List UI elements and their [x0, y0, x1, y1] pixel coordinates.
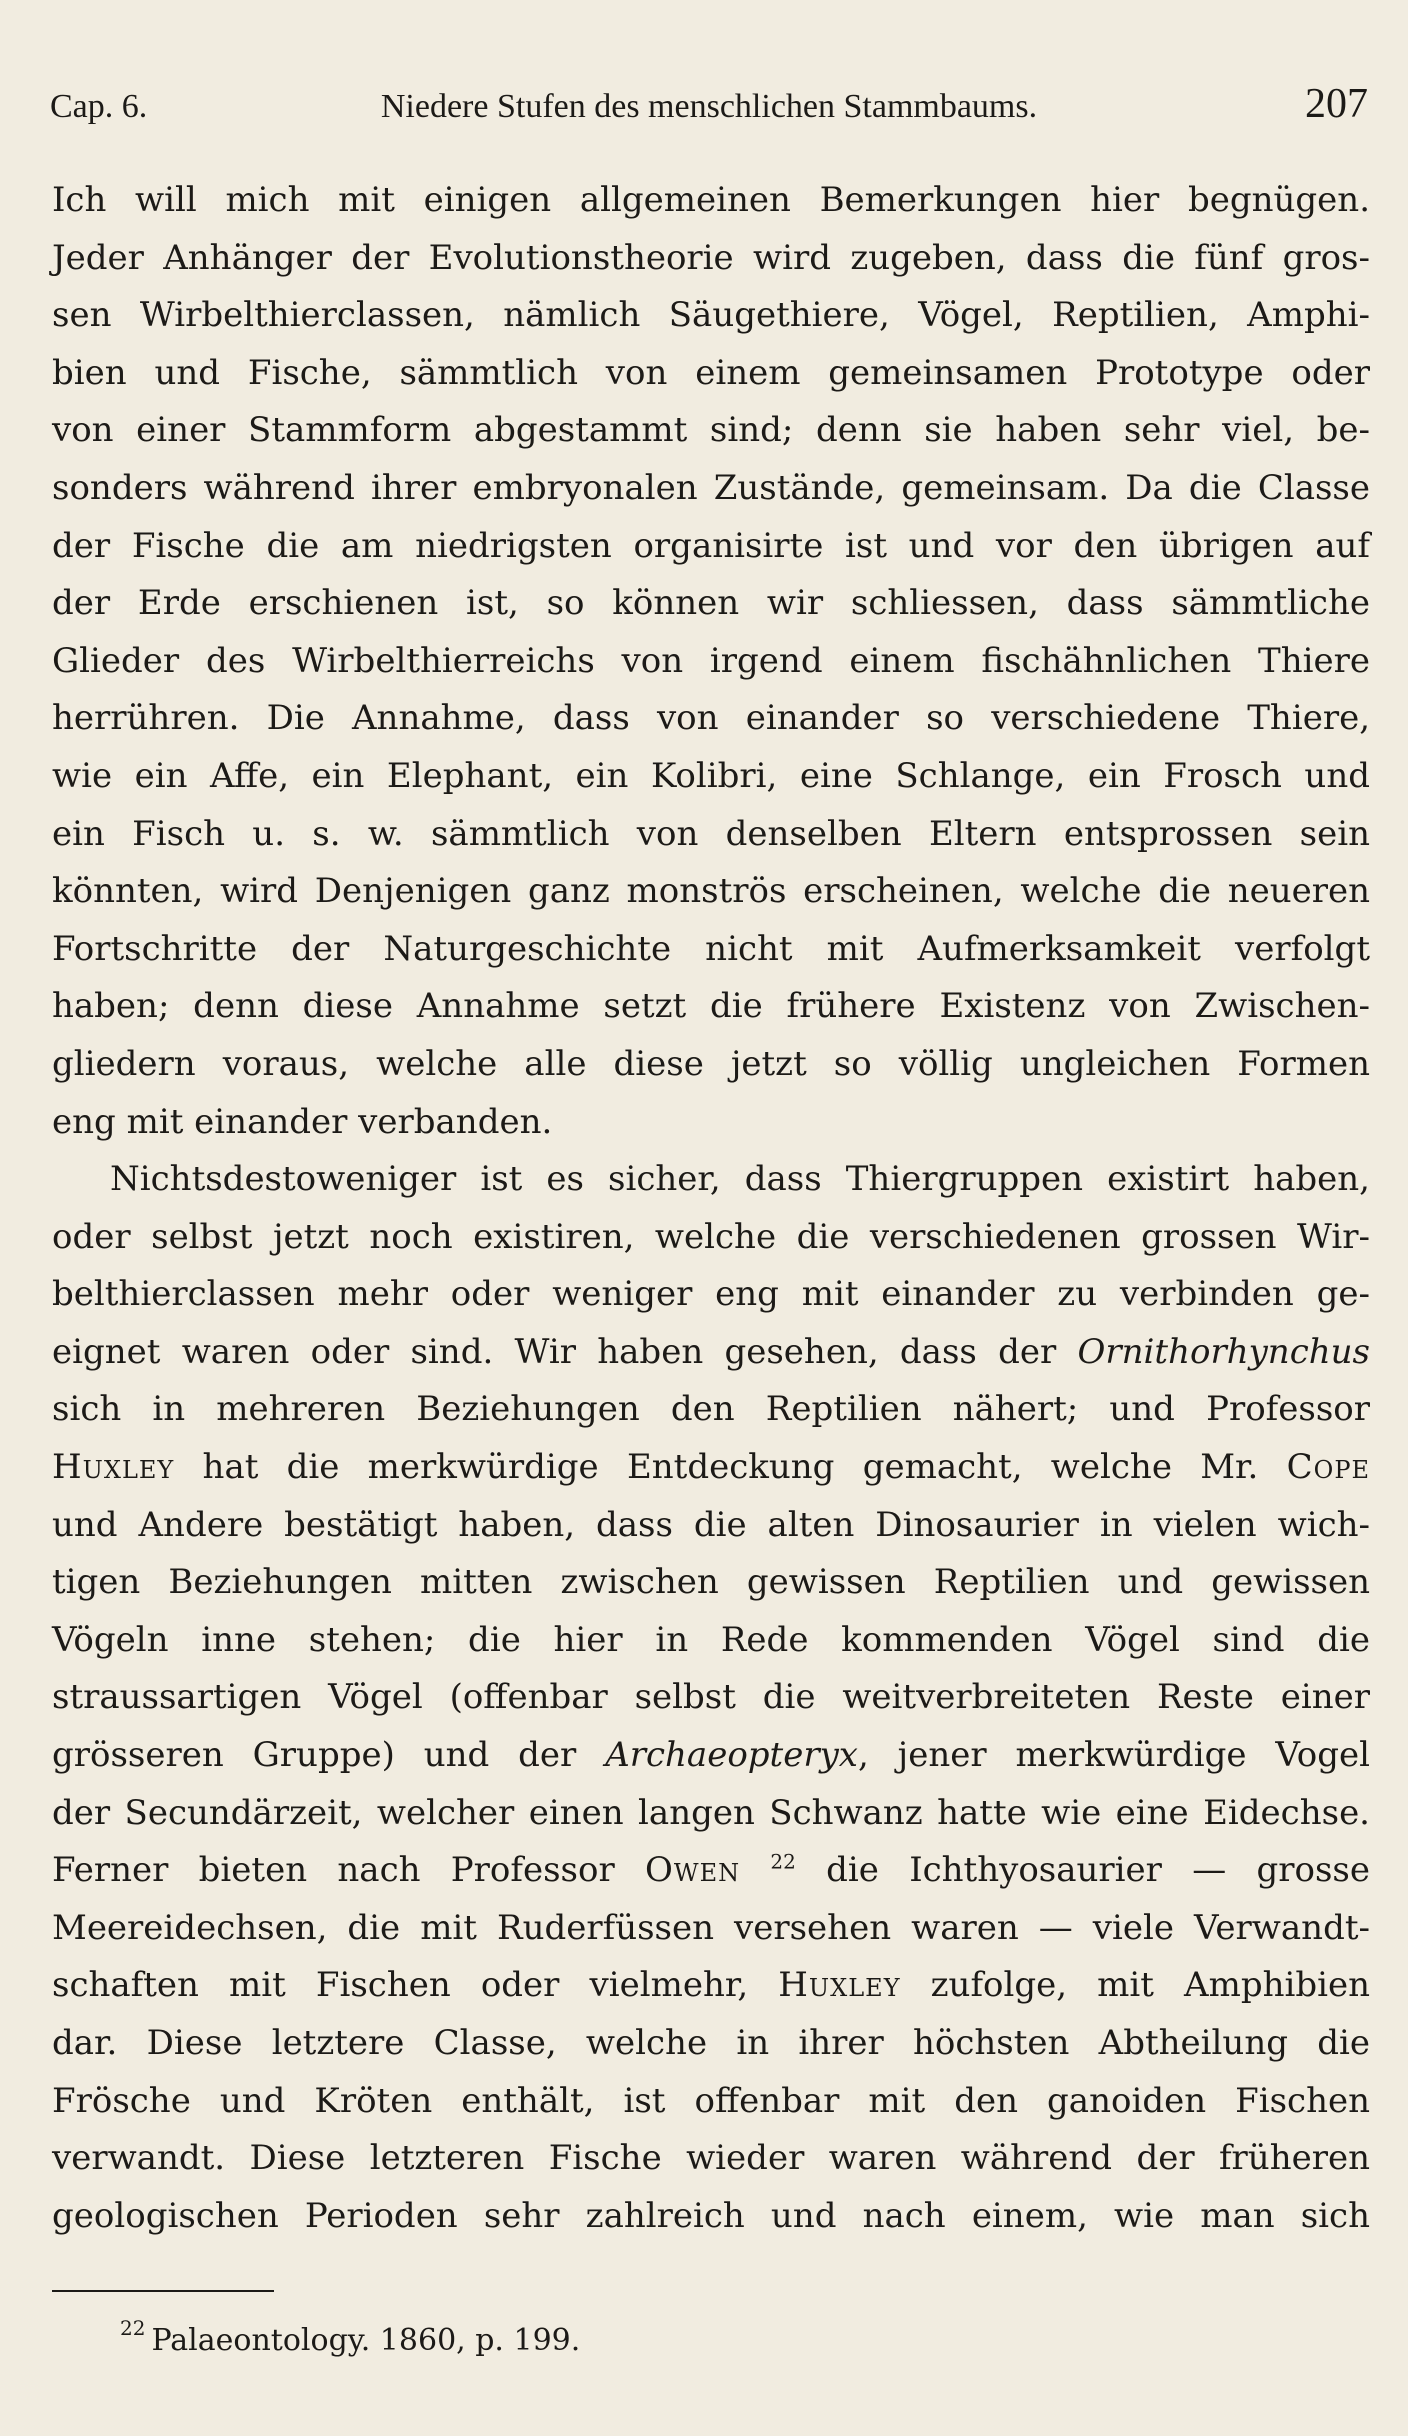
text-line: belthierclassen mehr oder weniger eng mit einander zu verbinden ge- — [52, 1274, 1370, 1315]
text-line: dar. Diese letztere Classe, welche in ihrer höchsten Abtheilung die — [52, 2023, 1370, 2063]
footnote-divider — [52, 2290, 274, 2292]
text-span: , jener merkwürdige Vogel — [857, 1735, 1370, 1776]
author-huxley: Huxley — [52, 1447, 175, 1488]
author-cope: Cope — [1286, 1447, 1370, 1488]
text-line: sonders während ihrer embryonalen Zustände, gemeinsam. Da die Classe — [52, 467, 1370, 508]
running-title: Niedere Stufen des menschlichen Stammbaums. — [380, 88, 1038, 125]
text-line: gliedern voraus, welche alle diese jetzt so völlig ungleichen Formen — [52, 1043, 1370, 1084]
body-text — [52, 172, 1370, 2245]
text-line: straussartigen Vögel (offenbar selbst die weitverbreiteten Reste einer — [52, 1677, 1370, 1718]
text-line: verwandt. Diese letzteren Fische wieder waren während der früheren — [52, 2138, 1370, 2179]
text-line: tigen Beziehungen mitten zwischen gewissen Reptilien und gewissen — [52, 1562, 1370, 1603]
text-line: von einer Stammform abgestammt sind; denn sie haben sehr viel, be- — [52, 410, 1370, 451]
text-line: oder selbst jetzt noch existiren, welche die verschiedenen grossen Wir- — [52, 1216, 1370, 1257]
text-span: schaften mit Fischen oder vielmehr, — [52, 1965, 749, 2006]
text-line: bien und Fische, sämmtlich von einem gemeinsamen Prototype oder — [52, 352, 1370, 393]
page-header — [50, 80, 1368, 132]
text-line: der Secundärzeit, welcher einen langen Schwanz hatte wie eine Eidechse. — [52, 1792, 1370, 1833]
text-line: Ich will mich mit einigen allgemeinen Bemerkungen hier begnügen. — [52, 180, 1370, 220]
text-line: der Erde erschienen ist, so können wir schliessen, dass sämmtliche — [52, 583, 1370, 624]
text-span: die Ichthyosaurier — grosse — [826, 1850, 1371, 1891]
text-span: eignet waren oder sind. Wir haben gesehen, dass der — [52, 1331, 1057, 1372]
author-owen: Owen — [645, 1850, 741, 1891]
text-line: Vögeln inne stehen; die hier in Rede kommenden Vögel sind die — [52, 1619, 1370, 1660]
text-line: sen Wirbelthierclassen, nämlich Säugethiere, Vögel, Reptilien, Amphi- — [52, 295, 1370, 336]
text-line — [52, 1957, 1370, 2015]
text-line: Meereidechsen, die mit Ruderfüssen versehen waren — viele Verwandt- — [52, 1907, 1370, 1948]
text-line: Fortschritte der Naturgeschichte nicht mit Aufmerksamkeit verfolgt — [52, 928, 1370, 969]
chapter-label: Cap. 6. — [50, 88, 148, 125]
text-line: und Andere bestätigt haben, dass die alten Dinosaurier in vielen wich- — [52, 1504, 1370, 1545]
footnote — [120, 2316, 581, 2358]
text-line — [52, 1842, 1370, 1900]
footnote-reference: 22 — [770, 1849, 796, 1874]
footnote-text: Palaeontology. 1860, p. 199. — [151, 2323, 581, 2358]
author-huxley: Huxley — [778, 1965, 901, 2006]
text-line — [52, 1324, 1370, 1382]
text-line: haben; denn diese Annahme setzt die frühere Existenz von Zwischen- — [52, 986, 1370, 1027]
text-line: sich in mehreren Beziehungen den Reptilien nähert; und Professor — [52, 1389, 1370, 1430]
taxon-archaeopteryx: Archaeopteryx — [605, 1735, 858, 1776]
text-span: grösseren Gruppe) und der — [52, 1735, 577, 1776]
taxon-ornithorhynchus: Ornithorhynchus — [1077, 1331, 1370, 1372]
text-span: zufolge, mit Amphibien — [930, 1965, 1371, 2006]
text-line: Frösche und Kröten enthält, ist offenbar mit den ganoiden Fischen — [52, 2080, 1370, 2121]
text-line: Jeder Anhänger der Evolutionstheorie wird zugeben, dass die fünf gros- — [52, 237, 1370, 278]
text-line — [52, 1727, 1370, 1785]
footnote-marker: 22 — [120, 2316, 146, 2340]
text-line: wie ein Affe, ein Elephant, ein Kolibri, eine Schlange, ein Frosch und — [52, 755, 1370, 796]
text-line: Glieder des Wirbelthierreichs von irgend einem fischähnlichen Thiere — [52, 640, 1370, 681]
text-span: Ferner bieten nach Professor — [52, 1850, 615, 1891]
text-line: eng mit einander verbanden. — [52, 1101, 553, 1142]
text-line: geologischen Perioden sehr zahlreich und nach einem, wie man sich — [52, 2195, 1370, 2236]
text-line: herrühren. Die Annahme, dass von einander so verschiedene Thiere, — [52, 698, 1370, 739]
page-number: 207 — [1305, 81, 1368, 127]
text-line: ein Fisch u. s. w. sämmtlich von denselben Eltern entsprossen sein — [52, 813, 1370, 854]
text-line: der Fische die am niedrigsten organisirte ist und vor den übrigen auf — [52, 525, 1370, 566]
text-line: könnten, wird Denjenigen ganz monströs erscheinen, welche die neueren — [52, 871, 1370, 912]
text-line — [52, 1439, 1370, 1497]
paragraph-start-line: Nichtsdestoweniger ist es sicher, dass Thiergruppen existirt haben, — [110, 1159, 1370, 1200]
text-span: hat die merkwürdige Entdeckung gemacht, welche Mr. — [202, 1447, 1259, 1488]
